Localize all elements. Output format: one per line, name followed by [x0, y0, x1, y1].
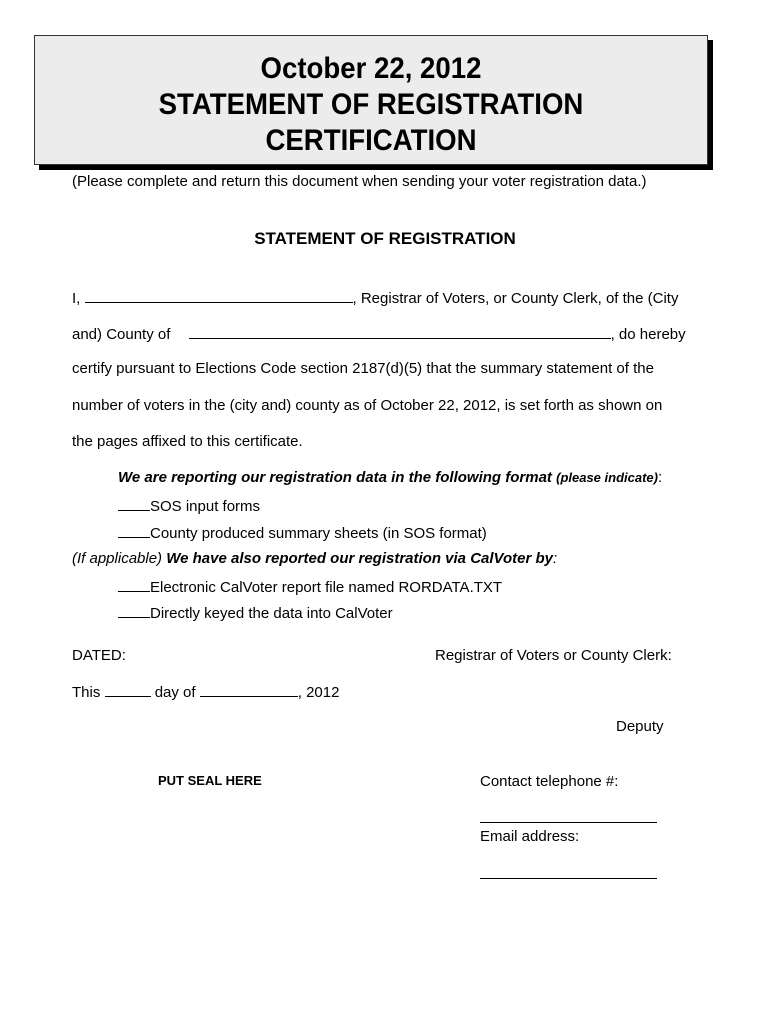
format-option-1-label: SOS input forms [150, 498, 261, 515]
email-label: Email address: [480, 828, 580, 845]
section-title: STATEMENT OF REGISTRATION [254, 229, 516, 248]
deputy-label: Deputy [616, 718, 664, 735]
format-option-2-checkbox[interactable] [118, 523, 150, 538]
email-field[interactable] [480, 878, 657, 879]
format-option-1-checkbox[interactable] [118, 496, 150, 511]
day-field[interactable] [105, 682, 151, 697]
telephone-label: Contact telephone #: [480, 773, 619, 790]
format-prompt-note: (please indicate) [556, 470, 658, 485]
body-line-2 [72, 324, 686, 344]
body-line-1 [72, 288, 678, 308]
header-title-line1: STATEMENT OF REGISTRATION [158, 88, 584, 121]
body-line-4: number of voters in the (city and) county as of October 22, 2012, is set forth as shown on [72, 397, 663, 414]
calvoter-prompt-text: We have also reported our registration via CalVoter by [166, 550, 553, 567]
format-prompt-text: We are reporting our registration data in the following format [118, 469, 552, 486]
body-line-5: the pages affixed to this certificate. [72, 433, 303, 450]
body-line-1-prefix: I, [72, 290, 81, 307]
header-date: October 22, 2012 [260, 52, 482, 85]
body-line-2-suffix: , do hereby [610, 326, 686, 343]
seal-label: PUT SEAL HERE [158, 773, 262, 788]
calvoter-option-1-label: Electronic CalVoter report file named RORDATA.TXT [150, 579, 503, 596]
calvoter-option-1 [118, 577, 502, 597]
month-field[interactable] [200, 682, 298, 697]
calvoter-option-2-checkbox[interactable] [118, 603, 150, 618]
calvoter-option-1-checkbox[interactable] [118, 577, 150, 592]
body-line-3: certify pursuant to Elections Code section 2187(d)(5) that the summary statement of the [72, 360, 654, 377]
format-option-2 [118, 523, 487, 543]
calvoter-option-2 [118, 603, 393, 623]
instruction-text: (Please complete and return this document when sending your voter registration data.) [72, 173, 647, 190]
header-title-line2: CERTIFICATION [265, 124, 477, 157]
format-option-2-label: County produced summary sheets (in SOS format) [150, 525, 487, 542]
body-line-2-prefix: and) County of [72, 326, 171, 343]
this-label: This [72, 684, 101, 701]
calvoter-option-2-label: Directly keyed the data into CalVoter [150, 605, 393, 622]
telephone-field[interactable] [480, 822, 657, 823]
county-name-field[interactable] [189, 324, 611, 339]
year-label: , 2012 [297, 684, 340, 701]
header-box [34, 35, 708, 165]
registrar-signature-label: Registrar of Voters or County Clerk: [435, 647, 672, 664]
dated-label: DATED: [72, 647, 126, 664]
day-of-label: day of [154, 684, 196, 701]
format-prompt-end: : [657, 469, 663, 486]
calvoter-prefix: (If applicable) [72, 550, 163, 567]
date-line [72, 682, 339, 702]
body-line-1-suffix: , Registrar of Voters, or County Clerk, of the (City [352, 290, 679, 307]
calvoter-prompt-end: : [553, 550, 558, 567]
format-option-1 [118, 496, 260, 516]
registrar-name-field[interactable] [85, 288, 353, 303]
format-prompt [118, 469, 662, 487]
calvoter-prompt [72, 550, 557, 568]
